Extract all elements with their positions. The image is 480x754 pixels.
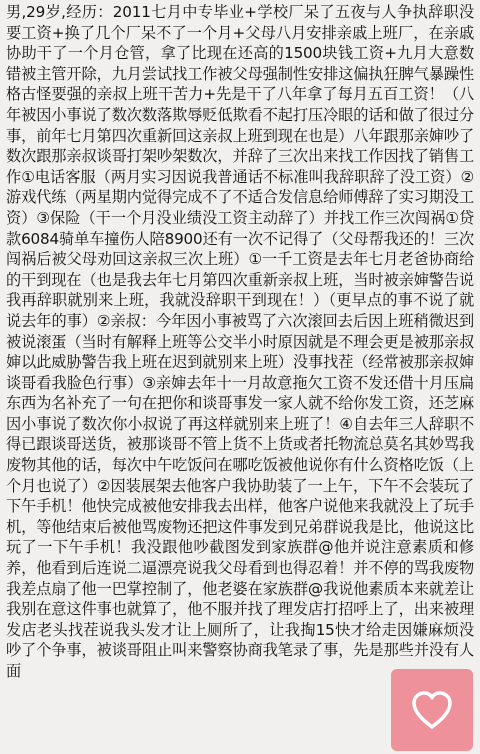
heart-icon [410,690,454,730]
post-text: 男,29岁,经历：2011七月中专毕业+学校厂呆了五夜与人争执辞职没要工资+换了几个厂呆不了一个月+父母八月安排亲戚上班厂，在亲戚协助干了一个月仓管，拿了比现在还高的1500块钱工资+九月大意数错被主管开除，九月尝试找工作被父母强制性安排这偏执狂脾气暴躁性格古怪要强的亲叔上班干苦力+先是干了八年拿了每月五百工资！（八年被因小事说了数次数落欺辱贬低欺看不起打压冷眼的话和做了很过分事，前年七月第四次重新回这亲叔上班到现在也是）八年跟那亲婶吵了数次跟那亲叔谈哥打架吵架数次，并辞了三次出来找工作因找了销售工作①电话客服（两月实习因说我普通话不标准叫我辞职辞了没工资）②游戏代练（两星期内觉得完成不了不适合发信息给师傅辞了实习期没工资）③保险（干一个月没业绩没工资主动辞了）并找工作三次闯祸①贷款6084骑单车撞伤人陪8900还有一次不记得了（父母帮我还的！三次闯祸后被父母劝回这亲叔三次上班）①一千工资是去年七月老爸协商给的干到现在（也是我去年七月第四次重新亲叔上班，当时被亲婶警告说我再辞职就别来上班，我就没辞职干到现在！）（更早点的事不说了就说去年的事）②亲叔：今年因小事被骂了六次滚回去后因上班稍微迟到被说滚蛋（当时有解释上班等公交半小时原因就是不理会更是被那亲叔婶以此威胁警告我上班在迟到就别来上班）没事找茬（经常被那亲叔婶谈哥看我脸色行事）③亲婶去年十一月故意拖欠工资不发还借十月压扁东西为名补充了一句在把你和谈哥事发一家人就不给你发工资，还芝麻因小事说了数次你小叔说了再这样就别来上班了！④自去年三人辞职不得已跟谈哥送货，被那谈哥不管上货不上货或者托物流总莫名其妙骂我废物其他的话，每次中午吃饭问在哪吃饭被他说你有什么资格吃饭（上个月也说了）②因装展架去他客户我协助装了一上午，下午不会装玩了下午手机！他快完成被他安排我去出样，他客户说他来我就没上了玩手机，等他结束后被他骂废物还把这件事发到兄弟群说我是比，他说这比玩了一下午手机！我没跟他吵截图发到家族群@他并说注意素质和修养，他看到后连说二逼漂亮说我父母看到也得忍着！并不停的骂我废物我差点扇了他一巴掌控制了，他老婆在家族群@我说他素质本来就差让我别在意这件事也就算了，他不服并找了理发店打招呼上了，出来被理发店老头找茬说我头发才让上厕所了，让我掏15快才给走因嫌麻烦没吵了个争事，被谈哥阻止叫来警察协商我笔录了事，先是那些并没有人面 [6,3,474,680]
like-button[interactable] [391,669,473,751]
